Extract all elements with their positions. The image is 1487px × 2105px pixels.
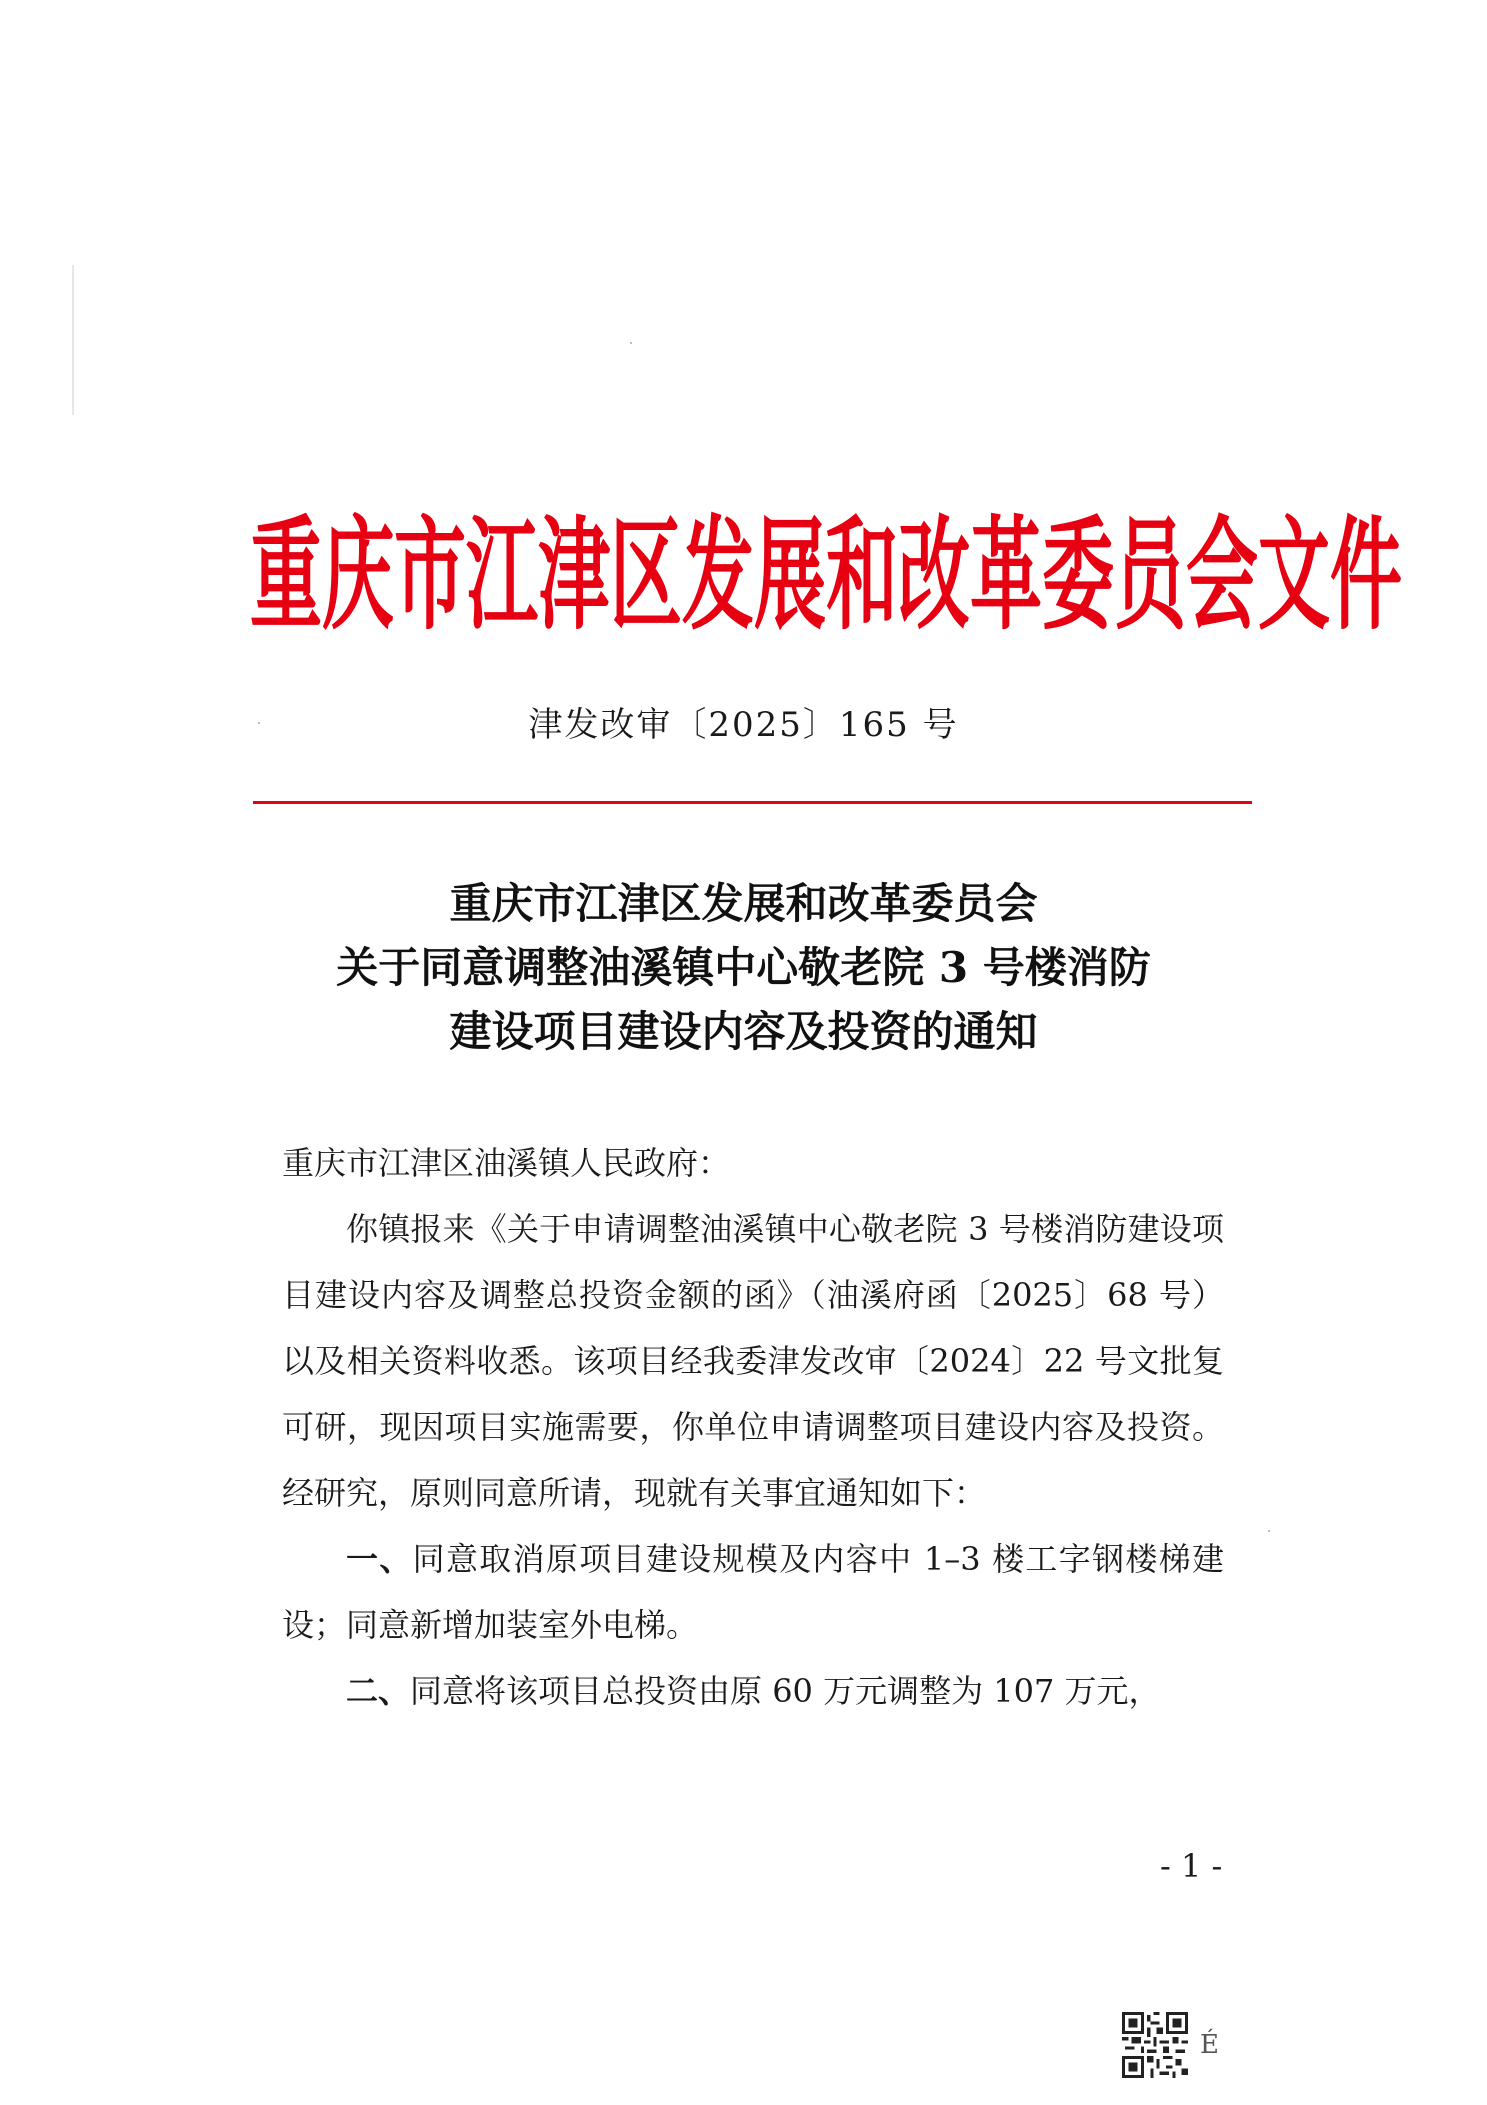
item-2-text: 同意将该项目总投资由原 60 万元调整为 107 万元， <box>410 1672 1161 1710</box>
title-line-1: 重庆市江津区发展和改革委员会 <box>449 879 1038 928</box>
title-line-3: 建设项目建设内容及投资的通知 <box>449 1007 1038 1056</box>
qr-code-icon <box>1122 2012 1188 2078</box>
document-title <box>0 872 1487 1064</box>
item-1 <box>282 1526 1224 1658</box>
scan-edge-artifact <box>72 265 74 415</box>
addressee: 重庆市江津区油溪镇人民政府： <box>282 1144 731 1182</box>
document-masthead: 重庆市江津区发展和改革委员会文件 <box>250 501 1403 647</box>
qr-trailing-mark: É <box>1200 2030 1219 2060</box>
scan-speck <box>1268 1530 1270 1532</box>
item-2-label: 二、 <box>346 1672 411 1710</box>
scan-speck <box>630 342 632 344</box>
item-1-label: 一、 <box>346 1540 413 1578</box>
red-divider-rule <box>253 801 1252 804</box>
document-number: 津发改审〔2025〕165 号 <box>528 705 959 745</box>
document-body <box>282 1196 1224 1724</box>
item-1-text: 同意取消原项目建设规模及内容中 1–3 楼工字钢楼梯建设；同意新增加装室外电梯。 <box>282 1540 1224 1644</box>
intro-paragraph: 你镇报来《关于申请调整油溪镇中心敬老院 3 号楼消防建设项目建设内容及调整总投资金额的函》（油溪府函〔2025〕68 号）以及相关资料收悉。该项目经我委津发改审〔2024〕22 号文批复可研，现因项目实施需要，你单位申请调整项目建设内容及投资。经研究，原则同意所请，现就有关事宜通知如下： <box>282 1210 1224 1512</box>
item-2 <box>282 1658 1224 1724</box>
title-line-2: 关于同意调整油溪镇中心敬老院 3 号楼消防 <box>336 943 1151 992</box>
page-number: - 1 - <box>1160 1847 1223 1885</box>
scan-speck <box>258 722 260 724</box>
